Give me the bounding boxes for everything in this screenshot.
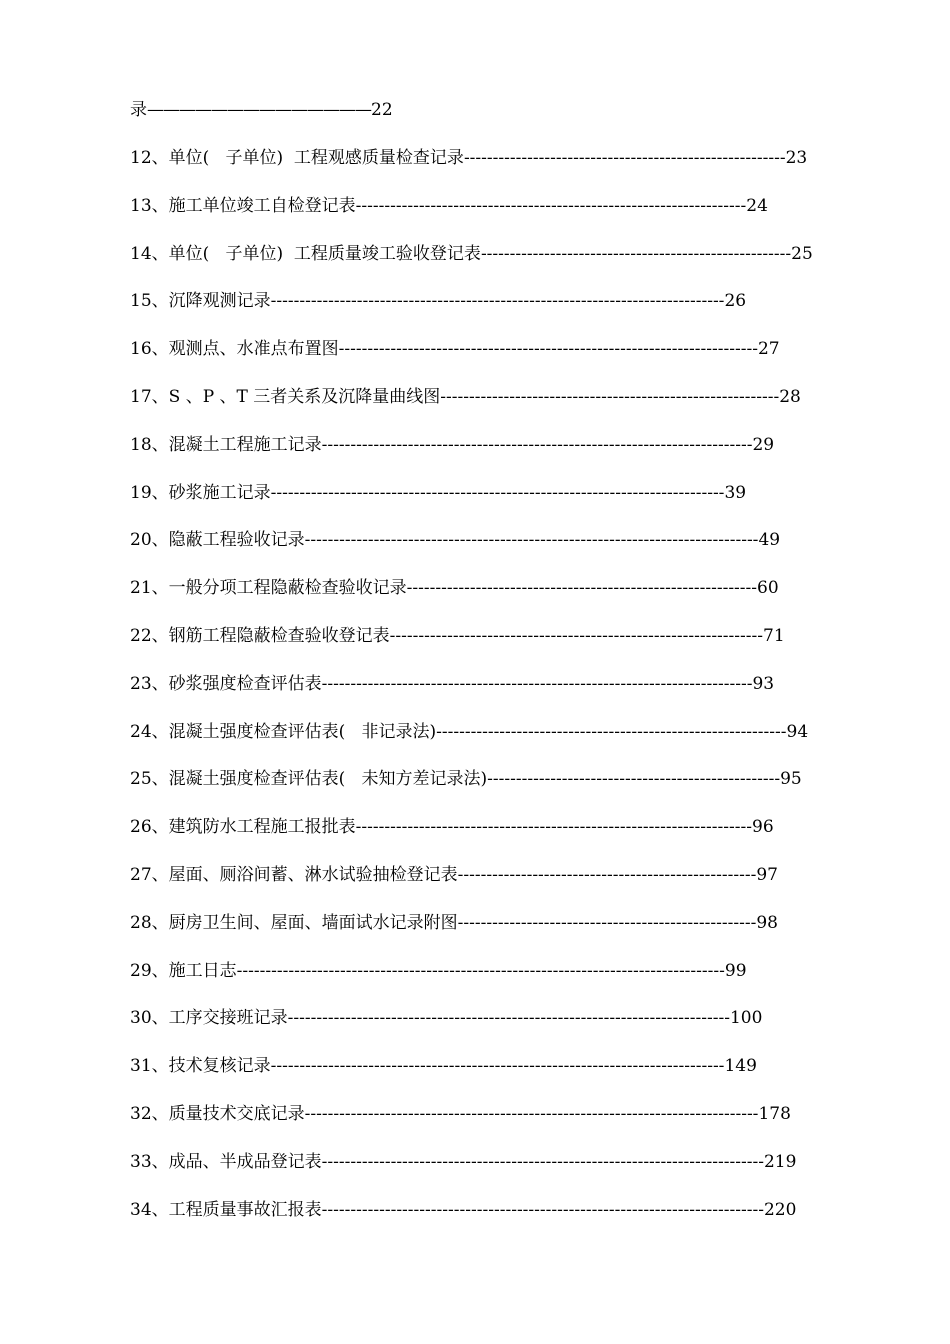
toc-entry-separator: 、 xyxy=(151,1056,169,1077)
toc-entry-title: 混凝土强度检查评估表( 非记录法) xyxy=(168,721,437,742)
toc-entry xyxy=(130,147,807,169)
toc-entry-separator: 、 xyxy=(151,1151,169,1172)
toc-entry-separator: 、 xyxy=(151,243,169,264)
toc-entry-page: 99 xyxy=(724,960,747,981)
toc-entry-leader: ------------------------------------------------------------------------------- xyxy=(270,482,725,503)
toc-entry-separator: 、 xyxy=(151,148,169,168)
toc-entry-number: 23 xyxy=(130,673,152,694)
toc-entry-number: 22 xyxy=(130,626,152,646)
toc-entry xyxy=(130,625,785,647)
toc-entry-separator: 、 xyxy=(151,387,169,407)
toc-entry xyxy=(130,1199,796,1221)
toc-entry-number: 33 xyxy=(130,1151,152,1172)
toc-entry-leader: ----------------------------------------------------------------------------- xyxy=(287,1008,730,1029)
toc-entry-number: 28 xyxy=(130,912,152,933)
toc-entry-leader: ------------------------------------------------------------------------------- xyxy=(270,1056,725,1077)
toc-entry xyxy=(130,434,774,456)
toc-entry xyxy=(130,912,778,934)
toc-entry-title: 成品、半成品登记表 xyxy=(168,1151,322,1172)
toc-entry-separator: 、 xyxy=(151,769,169,790)
toc-entry xyxy=(130,960,747,982)
toc-entry-leader: --------------------------------------------------------------------------- xyxy=(321,434,753,455)
toc-entry-number: 20 xyxy=(130,530,152,551)
toc-entry-title: 施工日志 xyxy=(168,960,237,981)
toc-entry-page: 39 xyxy=(724,482,747,503)
toc-entry-leader: -------------------------------------------------------------------- xyxy=(355,195,747,216)
toc-entry-title: 观测点、水准点布置图 xyxy=(168,339,339,360)
toc-entry-title: 沉降观测记录 xyxy=(168,291,271,312)
toc-entry-title: 混凝土工程施工记录 xyxy=(168,434,322,455)
toc-entry-title: 施工单位竣工自检登记表 xyxy=(168,195,356,216)
toc-entry-leader: ---------------------------------------------------- xyxy=(457,865,757,885)
toc-entry xyxy=(130,338,780,360)
toc-entry xyxy=(130,1151,796,1173)
toc-entry-separator: 、 xyxy=(151,865,169,885)
toc-entry-leader: --------------------------------------------------------------------- xyxy=(355,817,752,838)
toc-entry-title: 厨房卫生间、屋面、墙面试水记录附图 xyxy=(168,912,458,933)
toc-entry-page: 71 xyxy=(763,626,785,646)
toc-entry-leader: ------------------------------------------------------ xyxy=(480,243,792,264)
toc-entry-title: 砂浆强度检查评估表 xyxy=(168,673,322,694)
toc-entry-page: 219 xyxy=(763,1151,797,1172)
toc-entry-title: 单位( 子单位) 工程观感质量检查记录 xyxy=(168,148,464,168)
toc-entry-number: 17 xyxy=(130,387,152,407)
toc-entry-leader: -------------------------------------------------------- xyxy=(463,148,786,168)
toc-entry-separator: 、 xyxy=(151,434,169,455)
toc-entry-separator: 、 xyxy=(151,626,169,646)
toc-entry-leader: --------------------------------------------------------------------------- xyxy=(321,673,753,694)
toc-entry-separator: 、 xyxy=(151,912,169,933)
toc-entry-number: 14 xyxy=(130,243,152,264)
toc-entry-leader: ---------------------------------------------------- xyxy=(457,912,757,933)
toc-entry-title: 技术复核记录 xyxy=(168,1056,271,1077)
toc-entry-number: 12 xyxy=(130,148,152,168)
toc-continuation-page: 22 xyxy=(371,100,393,120)
toc-entry-title: 屋面、厕浴间蓄、淋水试验抽检登记表 xyxy=(168,865,458,885)
toc-entry-leader: ------------------------------------------------------------- xyxy=(406,578,758,599)
toc-entry-page: 26 xyxy=(724,291,747,312)
toc-entry-leader: ------------------------------------------------------------------------------- xyxy=(304,530,759,551)
toc-entry-separator: 、 xyxy=(151,578,169,599)
toc-entry-page: 98 xyxy=(756,912,778,933)
toc-entry-title: 建筑防水工程施工报批表 xyxy=(168,817,356,838)
toc-entry-page: 94 xyxy=(786,721,809,742)
toc-entry-page: 178 xyxy=(758,1104,791,1124)
toc-entry-page: 220 xyxy=(763,1199,797,1220)
toc-entry-title: 钢筋工程隐蔽检查验收登记表 xyxy=(168,626,390,646)
toc-entry-separator: 、 xyxy=(151,673,169,694)
toc-entry-leader: ------------------------------------------------------------------------- xyxy=(338,339,758,360)
toc-entry-page: 24 xyxy=(746,195,768,216)
toc-entry-separator: 、 xyxy=(151,721,169,742)
toc-continuation-line xyxy=(130,99,393,121)
toc-entry-page: 97 xyxy=(756,865,778,885)
toc-entry-page: 29 xyxy=(752,434,775,455)
toc-entry-page: 25 xyxy=(791,243,813,264)
toc-entry-page: 100 xyxy=(729,1008,763,1029)
toc-entry-page: 93 xyxy=(752,673,775,694)
toc-entry xyxy=(130,482,746,504)
toc-entry-number: 32 xyxy=(130,1104,152,1124)
toc-entry xyxy=(130,195,768,217)
toc-entry xyxy=(130,386,801,408)
toc-entry-number: 34 xyxy=(130,1199,152,1220)
toc-entry-separator: 、 xyxy=(151,1104,169,1124)
toc-entry-page: 49 xyxy=(758,530,781,551)
toc-entry xyxy=(130,1007,762,1029)
toc-entry-number: 29 xyxy=(130,960,152,981)
toc-entry xyxy=(130,290,746,312)
toc-entry xyxy=(130,577,779,599)
toc-entry-title: 质量技术交底记录 xyxy=(168,1104,305,1124)
toc-continuation-leader: —————————————— xyxy=(147,100,371,120)
toc-entry-number: 13 xyxy=(130,195,152,216)
toc-entry-page: 23 xyxy=(785,148,808,168)
toc-entry-leader: --------------------------------------------------- xyxy=(487,769,781,790)
toc-entry-title: 混凝土强度检查评估表( 未知方差记录法) xyxy=(168,769,488,790)
toc-entry-page: 95 xyxy=(780,769,802,790)
toc-continuation-text: 录 xyxy=(130,100,147,120)
toc-entry-number: 30 xyxy=(130,1008,152,1029)
toc-entry xyxy=(130,1055,757,1077)
toc-entry-separator: 、 xyxy=(151,960,169,981)
toc-entry-page: 27 xyxy=(757,339,780,360)
toc-entry-leader: ------------------------------------------------------------------------------- xyxy=(270,291,725,312)
toc-entry xyxy=(130,529,780,551)
toc-entry-number: 26 xyxy=(130,817,152,838)
toc-entry-leader: ----------------------------------------------------------- xyxy=(440,387,780,407)
toc-entry-title: S 、P 、T 三者关系及沉降量曲线图 xyxy=(168,387,441,407)
toc-entry xyxy=(130,1103,791,1125)
toc-entry-title: 砂浆施工记录 xyxy=(168,482,271,503)
toc-entry-separator: 、 xyxy=(151,1199,169,1220)
toc-entry-title: 工序交接班记录 xyxy=(168,1008,288,1029)
toc-entry xyxy=(130,243,813,265)
toc-entry-separator: 、 xyxy=(151,195,169,216)
toc-entry-title: 单位( 子单位) 工程质量竣工验收登记表 xyxy=(168,243,481,264)
toc-entry-separator: 、 xyxy=(151,339,169,360)
toc-entry-leader: ----------------------------------------------------------------------------- xyxy=(321,1199,764,1220)
toc-entry-page: 60 xyxy=(757,578,779,599)
toc-entry-number: 25 xyxy=(130,769,152,790)
toc-entry-separator: 、 xyxy=(151,291,169,312)
toc-entry-page: 149 xyxy=(724,1056,757,1077)
toc-entry-number: 15 xyxy=(130,291,152,312)
toc-entry-number: 18 xyxy=(130,434,152,455)
toc-entry-number: 31 xyxy=(130,1056,152,1077)
toc-entry-number: 16 xyxy=(130,339,152,360)
toc-entry-number: 27 xyxy=(130,865,152,885)
toc-entry-number: 21 xyxy=(130,578,152,599)
toc-entry-number: 19 xyxy=(130,482,152,503)
toc-entry-leader: ----------------------------------------------------------------- xyxy=(389,626,764,646)
toc-entry-leader: ------------------------------------------------------------- xyxy=(436,721,787,742)
toc-entry-number: 24 xyxy=(130,721,152,742)
toc-entry-separator: 、 xyxy=(151,817,169,838)
toc-entry xyxy=(130,768,802,790)
toc-entry xyxy=(130,864,778,886)
toc-entry-page: 96 xyxy=(752,817,774,838)
toc-entry xyxy=(130,721,808,743)
toc-entry-separator: 、 xyxy=(151,530,169,551)
toc-entry-title: 工程质量事故汇报表 xyxy=(168,1199,322,1220)
toc-entry xyxy=(130,673,774,695)
toc-entry-title: 隐蔽工程验收记录 xyxy=(168,530,305,551)
toc-entry-separator: 、 xyxy=(151,482,169,503)
toc-entry-leader: ------------------------------------------------------------------------------------- xyxy=(236,960,725,981)
toc-entry-separator: 、 xyxy=(151,1008,169,1029)
toc-entry-title: 一般分项工程隐蔽检查验收记录 xyxy=(168,578,407,599)
toc-entry xyxy=(130,816,774,838)
toc-entry-leader: ------------------------------------------------------------------------------- xyxy=(304,1104,759,1124)
toc-entry-page: 28 xyxy=(779,387,801,407)
toc-entry-leader: ----------------------------------------------------------------------------- xyxy=(321,1151,764,1172)
